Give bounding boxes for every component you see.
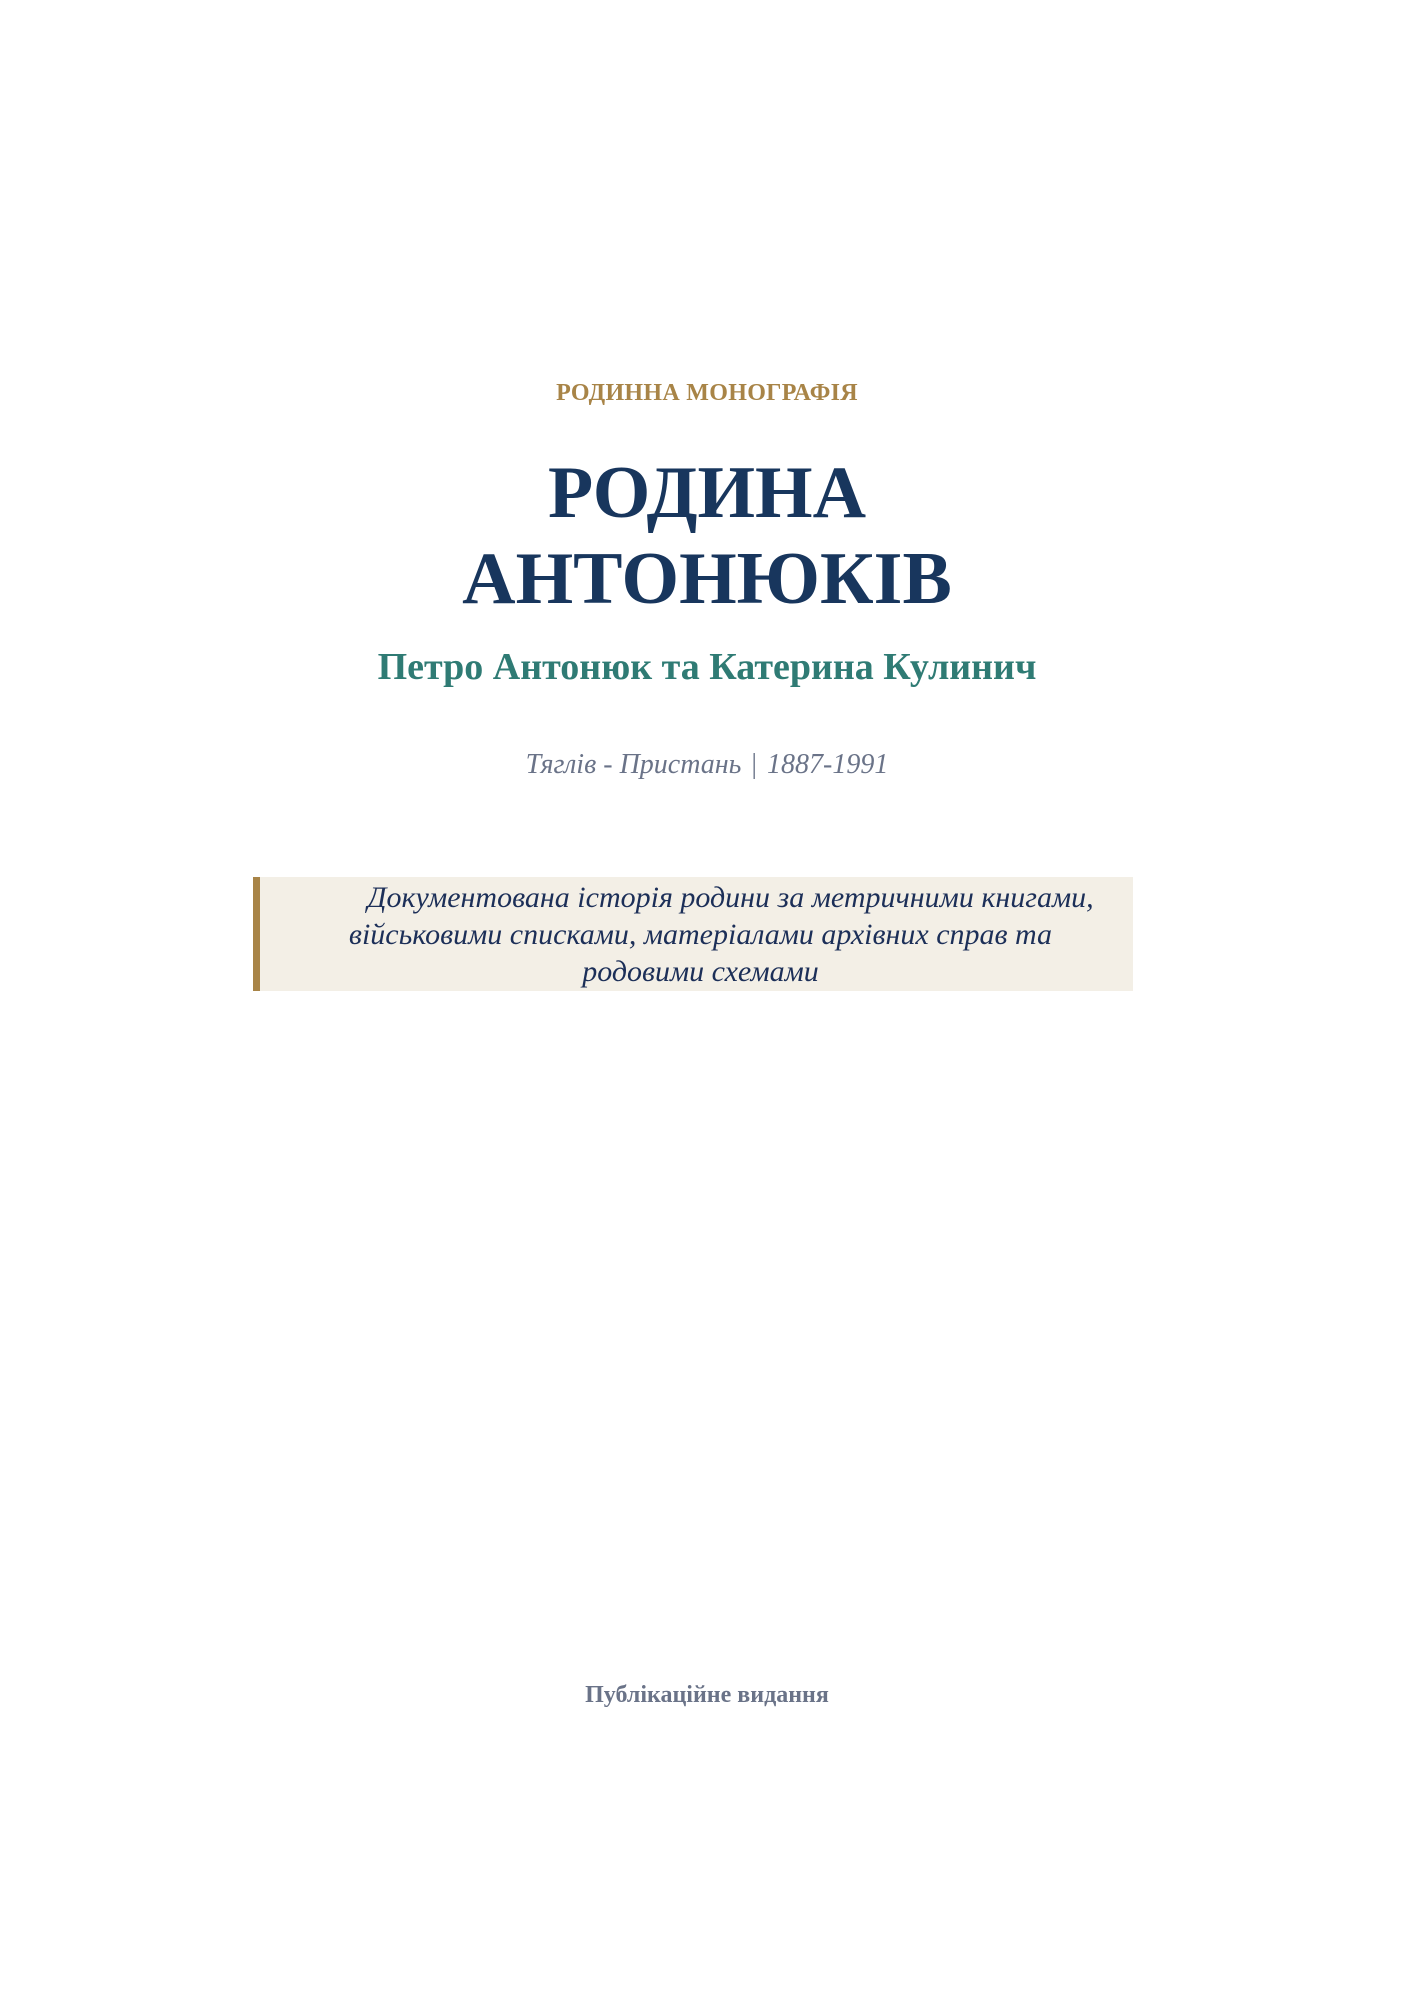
document-title — [0, 450, 1414, 622]
years-text: 1887-1991 — [767, 749, 889, 780]
abstract-box — [253, 877, 1133, 991]
places-and-years — [0, 748, 1414, 782]
places-text: Тяглів - Пристань — [525, 749, 742, 780]
document-subtitle: Петро Антонюк та Катерина Кулинич — [377, 646, 1037, 688]
meta-separator: | — [751, 749, 758, 780]
document-kicker: РОДИННА МОНОГРАФІЯ — [556, 380, 858, 406]
edition-note: Публікаційне видання — [585, 1682, 829, 1708]
abstract-text: Документована історія родини за метричними книгами, військовими списками, матеріалами архівних справ та родовими схемами — [348, 881, 1094, 988]
title-line-2: АНТОНЮКІВ — [462, 538, 952, 620]
title-line-1: РОДИНА — [547, 452, 867, 534]
